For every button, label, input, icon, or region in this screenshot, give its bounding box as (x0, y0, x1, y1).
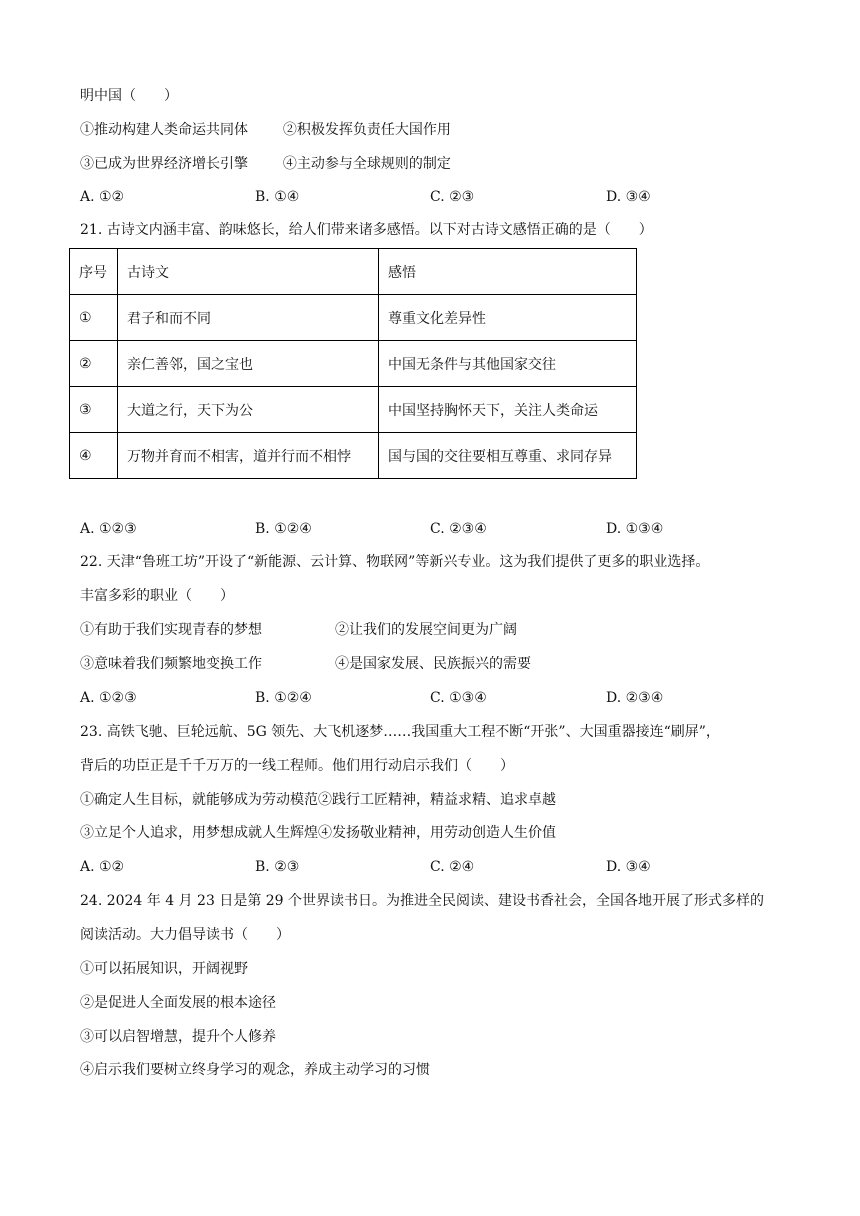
q23-option-c[interactable]: C. ②④ (430, 859, 475, 875)
q22-statement-2: ②让我们的发展空间更为广阔 (335, 622, 517, 638)
table-row (70, 387, 637, 433)
q20-statement-1: ①推动构建人类命运共同体 (80, 122, 248, 138)
q20-option-b[interactable]: B. ①④ (255, 189, 300, 205)
table-cell-index: ③ (70, 387, 118, 433)
q22-option-c[interactable]: C. ①③④ (430, 690, 487, 706)
q23-stem-line-1: 23. 高铁飞驰、巨轮远航、5G 领先、大飞机逐梦……我国重大工程不断“开张”、大国重器接连“刷屏”， (80, 724, 720, 740)
table-cell-poem: 万物并育而不相害，道并行而不相悖 (118, 433, 379, 479)
q20-option-d[interactable]: D. ③④ (606, 189, 651, 205)
q24-statement-3: ③可以启智增慧，提升个人修养 (80, 1029, 276, 1045)
q22-stem-line-2: 丰富多彩的职业（ ） (80, 588, 234, 604)
q22-statement-4: ④是国家发展、民族振兴的需要 (335, 656, 531, 672)
table-cell-poem: 大道之行，天下为公 (118, 387, 379, 433)
q23-statement-line-2: ③立足个人追求，用梦想成就人生辉煌④发扬敬业精神，用劳动创造人生价值 (80, 825, 556, 841)
q24-stem-line-1: 24. 2024 年 4 月 23 日是第 29 个世界读书日。为推进全民阅读、建设书香社会，全国各地开展了形式多样的 (80, 893, 765, 909)
q21-option-d[interactable]: D. ①③④ (606, 521, 664, 537)
q20-statement-row-2 (80, 154, 451, 174)
q21-stem: 21. 古诗文内涵丰富、韵味悠长，给人们带来诸多感悟。以下对古诗文感悟正确的是（ ） (80, 222, 653, 238)
q20-option-a[interactable]: A. ①② (80, 189, 125, 205)
q20-option-c[interactable]: C. ②③ (430, 189, 475, 205)
q24-stem-line-2: 阅读活动。大力倡导读书（ ） (80, 927, 290, 943)
table-cell-insight: 国与国的交往要相互尊重、求同存异 (379, 433, 637, 479)
table-cell-index: ② (70, 341, 118, 387)
q21-table (69, 248, 637, 479)
table-row (70, 295, 637, 341)
table-header-row (70, 249, 637, 295)
q23-option-d[interactable]: D. ③④ (606, 859, 651, 875)
table-row (70, 341, 637, 387)
q24-statement-4: ④启示我们要树立终身学习的观念，养成主动学习的习惯 (80, 1062, 430, 1078)
table-header-insight: 感悟 (379, 249, 637, 295)
table-cell-poem: 君子和而不同 (118, 295, 379, 341)
q20-statement-3: ③已成为世界经济增长引擎 (80, 156, 248, 172)
q22-statement-3: ③意味着我们频繁地变换工作 (80, 656, 262, 672)
table-row (70, 433, 637, 479)
q24-statement-1: ①可以拓展知识，开阔视野 (80, 961, 248, 977)
q22-option-b[interactable]: B. ①②④ (255, 690, 312, 706)
table-cell-insight: 中国无条件与其他国家交往 (379, 341, 637, 387)
q24-statement-2: ②是促进人全面发展的根本途径 (80, 995, 276, 1011)
table-header-index: 序号 (70, 249, 118, 295)
q22-option-a[interactable]: A. ①②③ (80, 690, 137, 706)
q23-option-a[interactable]: A. ①② (80, 859, 125, 875)
table-cell-index: ④ (70, 433, 118, 479)
q20-statement-4: ④主动参与全球规则的制定 (282, 156, 451, 172)
q23-stem-line-2: 背后的功臣正是千千万万的一线工程师。他们用行动启示我们（ ） (80, 758, 514, 774)
table-cell-poem: 亲仁善邻，国之宝也 (118, 341, 379, 387)
table-cell-insight: 中国坚持胸怀天下，关注人类命运 (379, 387, 637, 433)
q20-statement-2: ②积极发挥负责任大国作用 (282, 122, 451, 138)
table-cell-index: ① (70, 295, 118, 341)
q22-stem-line-1: 22. 天津“鲁班工坊”开设了“新能源、云计算、物联网”等新兴专业。这为我们提供了更多的职业选择。 (80, 554, 710, 570)
table-cell-insight: 尊重文化差异性 (379, 295, 637, 341)
q21-option-c[interactable]: C. ②③④ (430, 521, 487, 537)
q23-option-b[interactable]: B. ②③ (255, 859, 300, 875)
table-header-poem: 古诗文 (118, 249, 379, 295)
q21-option-b[interactable]: B. ①②④ (255, 521, 312, 537)
q20-statement-row-1 (80, 120, 451, 140)
q21-option-a[interactable]: A. ①②③ (80, 521, 137, 537)
q20-stem-end: 明中国（ ） (80, 88, 178, 104)
q23-statement-line-1: ①确定人生目标，就能够成为劳动模范②践行工匠精神，精益求精、追求卓越 (80, 792, 556, 808)
q22-option-d[interactable]: D. ②③④ (606, 690, 664, 706)
q22-statement-1: ①有助于我们实现青春的梦想 (80, 622, 262, 638)
